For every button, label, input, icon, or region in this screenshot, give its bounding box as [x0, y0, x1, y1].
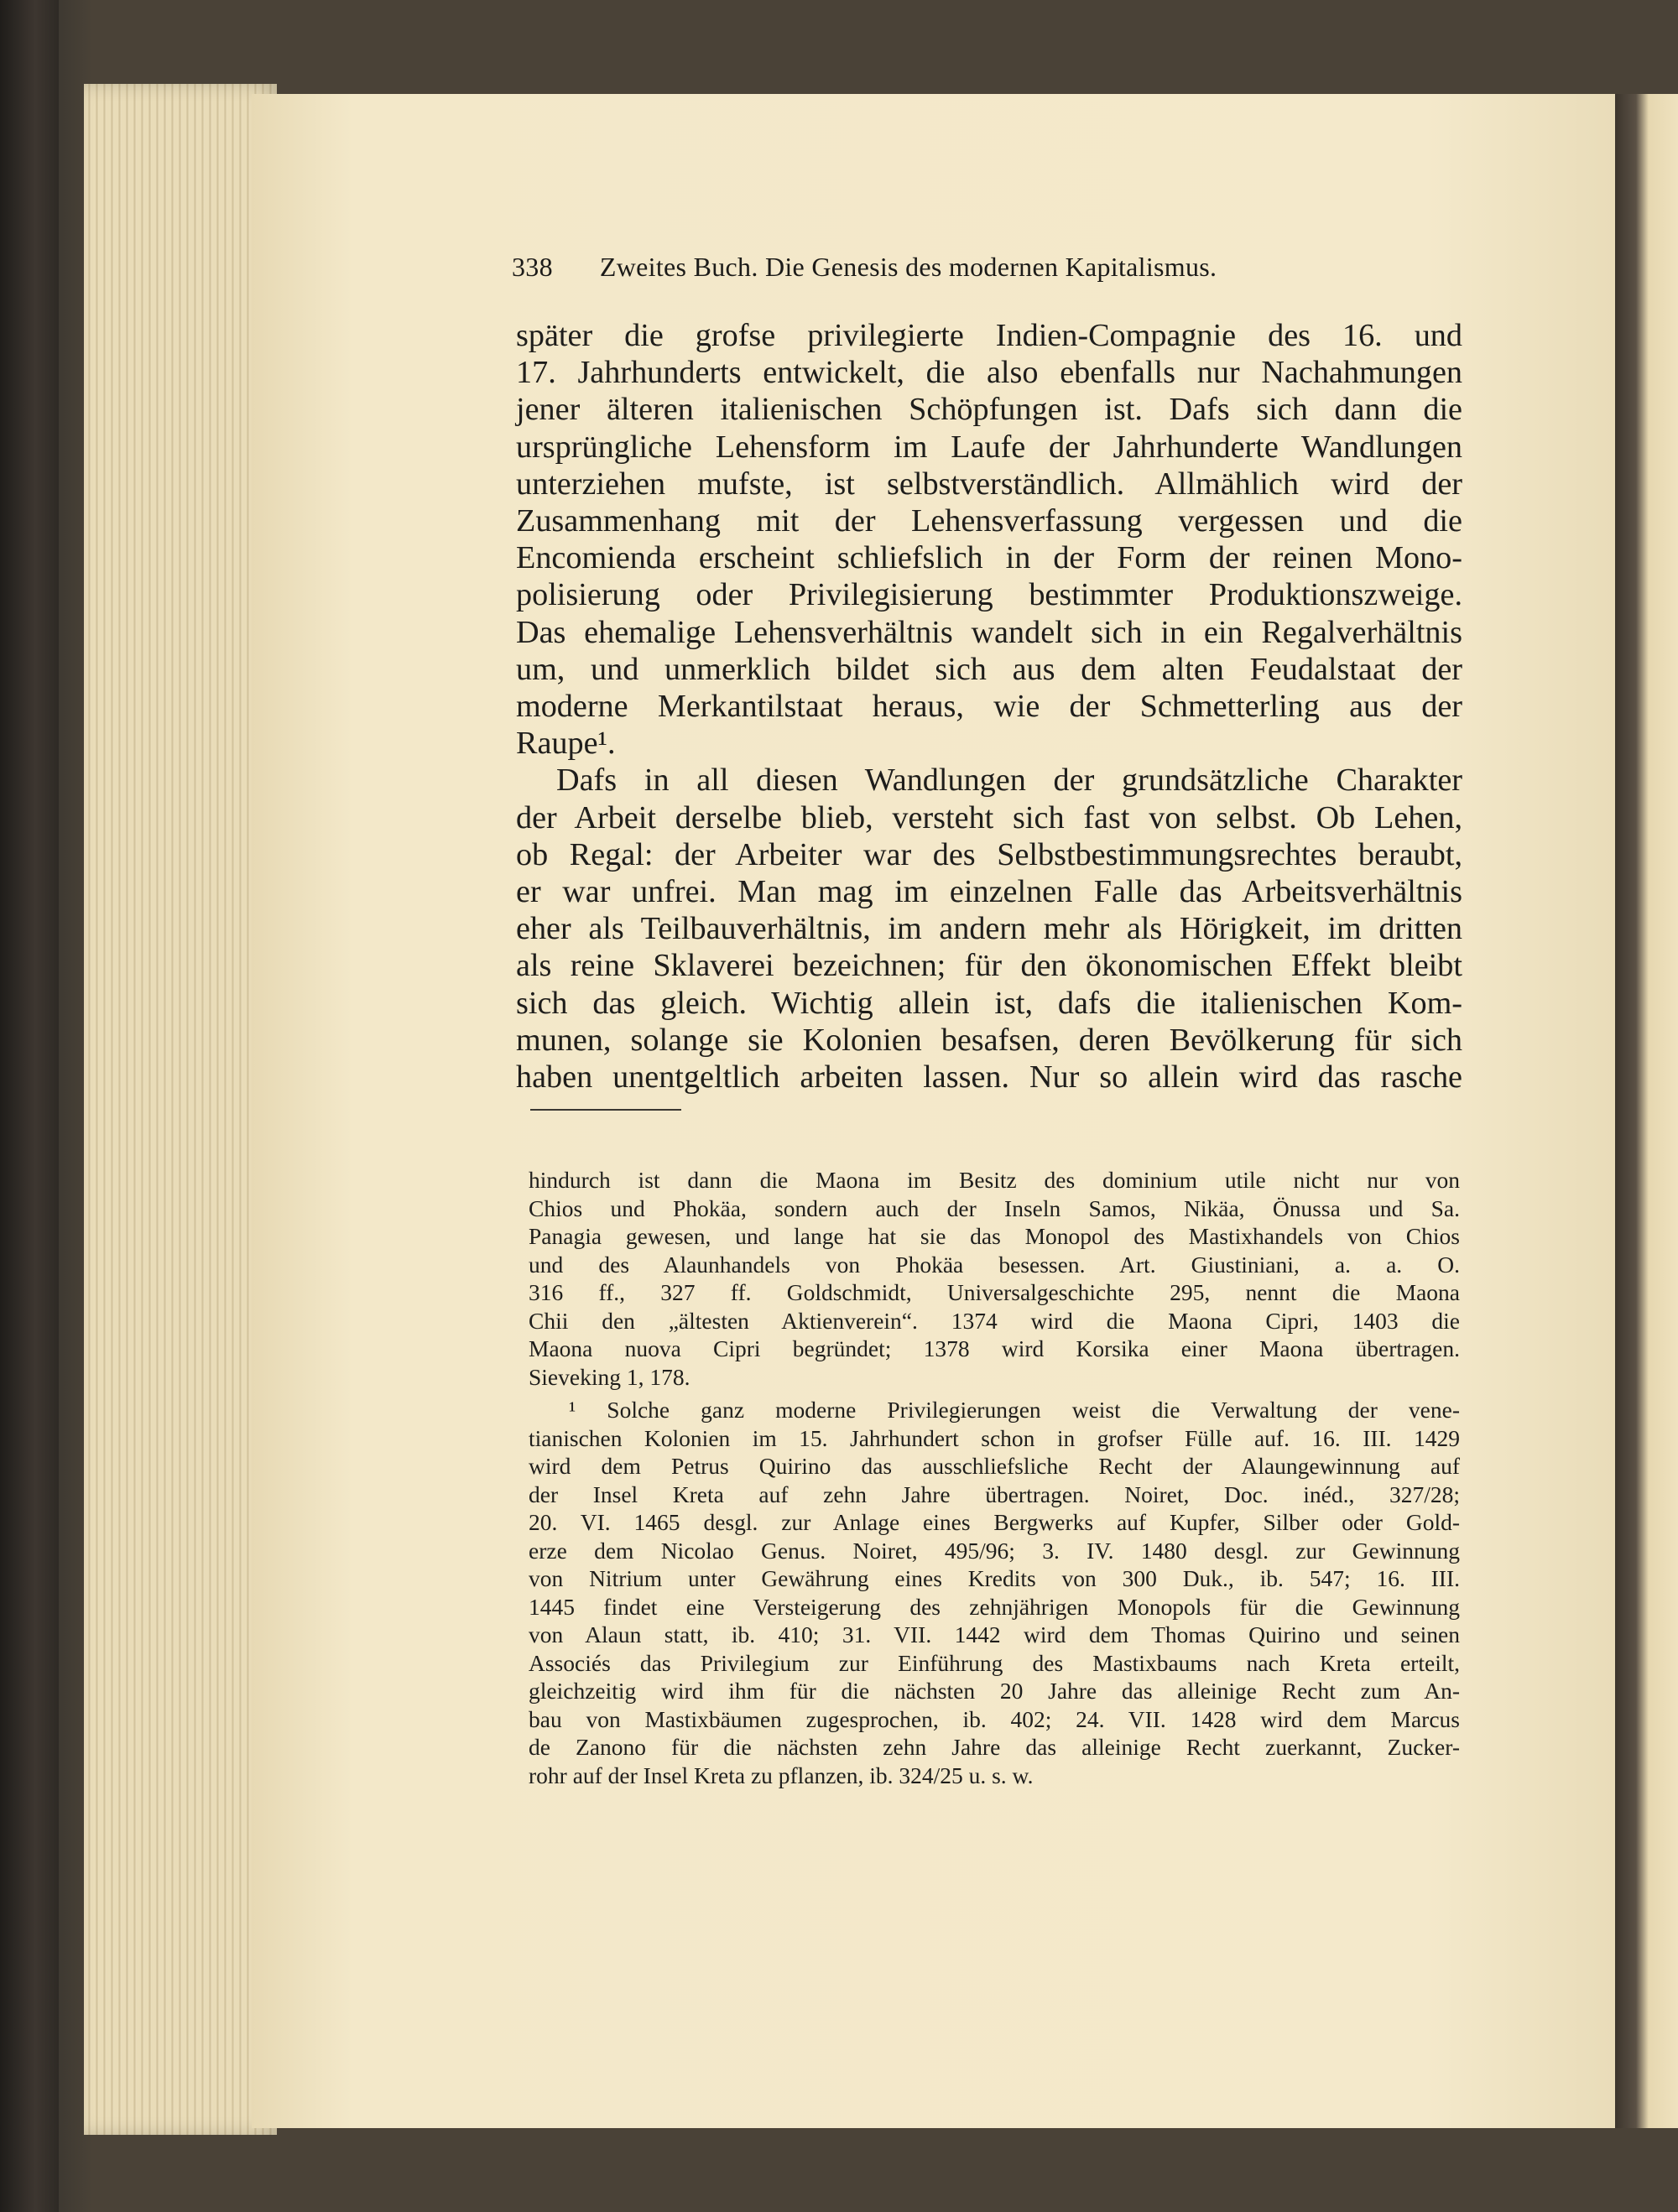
footnote-line: 1445 findet eine Versteigerung des zehnjährigen Monopols für die Gewinnung — [529, 1593, 1460, 1620]
footnote-line: gleichzeitig wird ihm für die nächsten 20 Jahre das alleinige Recht zum An- — [529, 1678, 1460, 1704]
footnote-line: bau von Mastixbäumen zugesprochen, ib. 402; 24. VII. 1428 wird dem Marcus — [529, 1705, 1460, 1732]
footnote-line: rohr auf der Insel Kreta zu pflanzen, ib. 324/25 u. s. w. — [529, 1762, 1034, 1788]
footnote-line: Associés das Privilegium zur Einführung des Mastixbaums nach Kreta erteilt, — [529, 1649, 1460, 1676]
footnotes — [529, 1166, 1460, 1789]
text-line: jener älteren italienischen Schöpfungen ist. Dafs sich dann die — [516, 392, 1462, 428]
text-line: um, und unmerklich bildet sich aus dem alten Feudalstaat der — [516, 651, 1462, 687]
text-line: munen, solange sie Kolonien besafsen, deren Bevölkerung für sich — [516, 1022, 1462, 1058]
running-header — [512, 252, 1477, 283]
book-spine — [0, 0, 59, 2212]
footnote-line: de Zanono für die nächsten zehn Jahre das alleinige Recht zuerkannt, Zucker- — [529, 1734, 1460, 1760]
footnote-line: tianischen Kolonien im 15. Jahrhundert schon in grofser Fülle auf. 16. III. 1429 — [529, 1424, 1460, 1451]
footnote-line: hindurch ist dann die Maona im Besitz des dominium utile nicht nur von — [529, 1167, 1460, 1193]
text-line: eher als Teilbauverhältnis, im andern mehr als Hörigkeit, im dritten — [516, 911, 1462, 947]
footnote-line: erze dem Nicolao Genus. Noiret, 495/96; 3. IV. 1480 desgl. zur Gewinnung — [529, 1537, 1460, 1564]
footnote-line: wird dem Petrus Quirino das ausschliefsliche Recht der Alaungewinnung auf — [529, 1453, 1460, 1479]
footnote-line: von Nitrium unter Gewährung eines Kredits von 300 Duk., ib. 547; 16. III. — [529, 1565, 1460, 1591]
text-line: ob Regal: der Arbeiter war des Selbstbestimmungsrechtes beraubt, — [516, 836, 1462, 872]
footnote-line: Chii den „ältesten Aktienverein“. 1374 wird die Maona Cipri, 1403 die — [529, 1307, 1460, 1334]
running-title: Zweites Buch. Die Genesis des modernen Kapitalismus. — [599, 252, 1217, 282]
text-line: der Arbeit derselbe blieb, versteht sich fast von selbst. Ob Lehen, — [516, 799, 1462, 835]
footnote-rule — [530, 1109, 681, 1111]
text-line: moderne Merkantilstaat heraus, wie der Schmetterling aus der — [516, 689, 1462, 725]
footnote-line: Panagia gewesen, und lange hat sie das Monopol des Mastixhandels von Chios — [529, 1223, 1460, 1249]
text-line: Das ehemalige Lehensverhältnis wandelt sich in ein Regalverhältnis — [516, 614, 1462, 650]
footnote-line: und des Alaunhandels von Phokäa besessen. Art. Giustiniani, a. a. O. — [529, 1251, 1460, 1278]
text-line: sich das gleich. Wichtig allein ist, dafs die italienischen Kom- — [516, 985, 1462, 1021]
text-line: polisierung oder Privilegisierung bestimmter Produktionszweige. — [516, 577, 1462, 613]
text-line: 17. Jahrhunderts entwickelt, die also ebenfalls nur Nachahmungen — [516, 355, 1462, 391]
footnote-line: 20. VI. 1465 desgl. zur Anlage eines Bergwerks auf Kupfer, Silber oder Gold- — [529, 1509, 1460, 1535]
text-line: als reine Sklaverei bezeichnen; für den ökonomischen Effekt bleibt — [516, 948, 1462, 984]
footnote-line: Sieveking 1, 178. — [529, 1363, 690, 1390]
text-line: ursprüngliche Lehensform im Laufe der Jahrhunderte Wandlungen — [516, 429, 1462, 465]
body-text — [516, 317, 1462, 1096]
footnote-line: von Alaun statt, ib. 410; 31. VII. 1442 wird dem Thomas Quirino und seinen — [529, 1621, 1460, 1647]
footnote-line: ¹ Solche ganz moderne Privilegierungen weist die Verwaltung der vene- — [569, 1397, 1460, 1423]
text-line: Dafs in all diesen Wandlungen der grundsätzliche Charakter — [556, 762, 1462, 799]
page-number: 338 — [512, 252, 553, 282]
text-line: später die grofse privilegierte Indien-Compagnie des 16. und — [516, 318, 1462, 353]
text-line: unterziehen mufste, ist selbstverständlich. Allmählich wird der — [516, 466, 1462, 502]
footnote-line: Chios und Phokäa, sondern auch der Inseln Samos, Nikäa, Önussa und Sa. — [529, 1194, 1460, 1221]
footnote-line: 316 ff., 327 ff. Goldschmidt, Universalgeschichte 295, nennt die Maona — [529, 1279, 1460, 1305]
page-edges — [84, 84, 277, 2135]
text-line: Raupe¹. — [516, 726, 616, 762]
text-line: er war unfrei. Man mag im einzelnen Falle das Arbeitsverhältnis — [516, 874, 1462, 910]
footnote-line: Maona nuova Cipri begründet; 1378 wird Korsika einer Maona übertragen. — [529, 1335, 1460, 1361]
facing-page-edge — [1615, 94, 1678, 2128]
text-line: haben unentgeltlich arbeiten lassen. Nur so allein wird das rasche — [516, 1059, 1462, 1096]
footnote-line: der Insel Kreta auf zehn Jahre übertragen. Noiret, Doc. inéd., 327/28; — [529, 1481, 1460, 1507]
text-line: Zusammenhang mit der Lehensverfassung vergessen und die — [516, 503, 1462, 539]
text-line: Encomienda erscheint schliefslich in der Form der reinen Mono- — [516, 540, 1462, 576]
